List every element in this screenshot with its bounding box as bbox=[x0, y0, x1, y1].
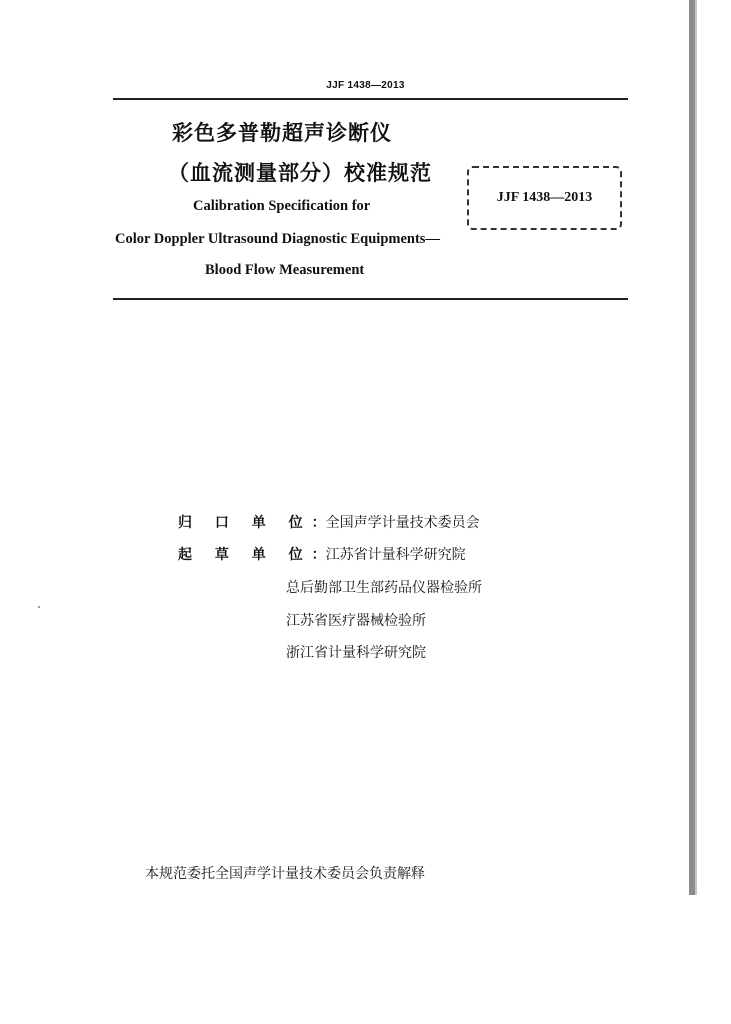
interpretation-note: 本规范委托全国声学计量技术委员会负责解释 bbox=[145, 866, 425, 882]
drafting-unit-row bbox=[178, 544, 466, 564]
drafting-unit-value-4: 浙江省计量科学研究院 bbox=[286, 645, 426, 661]
responsible-unit-value: 全国声学计量技术委员会 bbox=[325, 515, 480, 531]
drafting-unit-value-2: 总后勤部卫生部药品仪器检验所 bbox=[286, 580, 482, 596]
scan-speck bbox=[38, 606, 40, 608]
title-chinese-line-1: 彩色多普勒超声诊断仪 bbox=[172, 121, 392, 145]
drafting-unit-value-3: 江苏省医疗器械检验所 bbox=[286, 613, 426, 629]
standard-code-box-text: JJF 1438—2013 bbox=[496, 190, 593, 205]
drafting-unit-value-1: 江苏省计量科学研究院 bbox=[325, 547, 466, 563]
drafting-unit-colon: ： bbox=[311, 547, 326, 563]
page-edge-highlight bbox=[695, 0, 697, 895]
responsible-unit-row bbox=[178, 512, 480, 532]
title-english-line-2: Color Doppler Ultrasound Diagnostic Equipments— bbox=[115, 231, 440, 247]
title-english-line-3: Blood Flow Measurement bbox=[205, 262, 365, 278]
responsible-unit-label: 归 口 单 位 bbox=[178, 515, 312, 531]
standard-code-box bbox=[467, 166, 622, 230]
drafting-unit-label: 起 草 单 位 bbox=[178, 547, 312, 563]
top-rule bbox=[113, 98, 628, 100]
responsible-unit-colon: ： bbox=[311, 515, 326, 531]
title-chinese-line-2: （血流测量部分）校准规范 bbox=[168, 161, 432, 185]
header-standard-code: JJF 1438—2013 bbox=[326, 80, 405, 91]
title-english-line-1: Calibration Specification for bbox=[193, 198, 371, 214]
bottom-rule bbox=[113, 298, 628, 300]
